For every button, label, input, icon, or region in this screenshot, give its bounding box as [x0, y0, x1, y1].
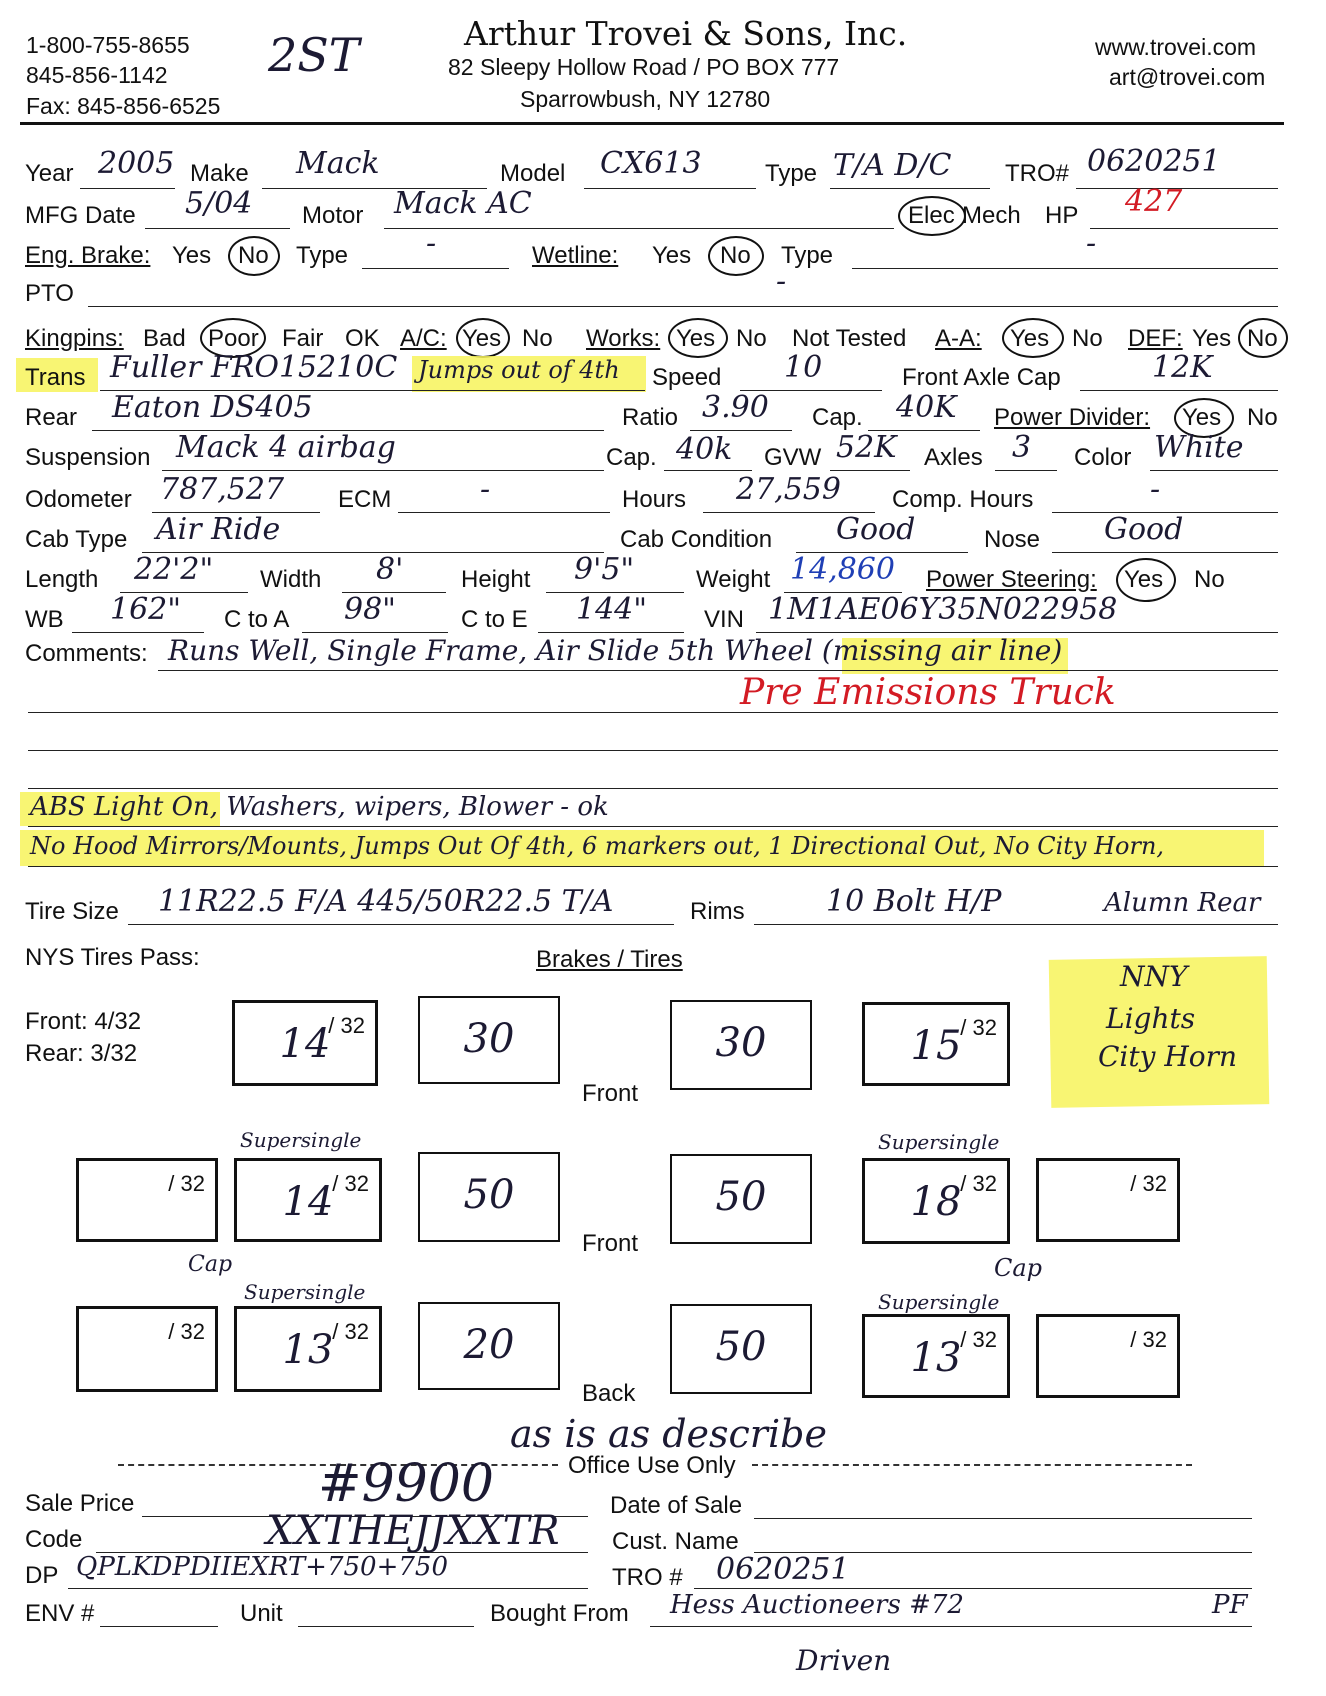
works-yes-circle [668, 318, 728, 358]
nys-tires-label: NYS Tires Pass: [25, 944, 200, 971]
trans-label: Trans [25, 364, 86, 391]
elec-circle [898, 196, 966, 236]
office-use-label: Office Use Only [568, 1452, 736, 1479]
tire-mid-left-inner-value: 14 [282, 1179, 334, 1225]
tire-box-mid-right-inner: / 32 18 [862, 1158, 1010, 1244]
color-line [1150, 470, 1278, 471]
rear-cap-value: 40K [896, 390, 957, 425]
ratio-line [690, 430, 792, 431]
mfg-date-value: 5/04 [185, 186, 253, 221]
rear-value: Eaton DS405 [112, 390, 313, 425]
front-axle-cap-value: 12K [1152, 350, 1213, 385]
comments-line-1 [158, 670, 1278, 671]
kingpins-bad: Bad [143, 325, 186, 352]
wetline-type-line [852, 268, 1278, 269]
code-value: XXTHEJJXXTR [266, 1508, 560, 1554]
trans-value: Fuller FRO15210C [110, 350, 398, 385]
rims-label: Rims [690, 898, 745, 925]
brake-box-front-left [418, 996, 560, 1084]
bought-from-line [650, 1626, 1252, 1627]
office-divider-right [752, 1464, 1192, 1466]
rims-note: Alumn Rear [1104, 888, 1261, 918]
def-no: No [1247, 325, 1278, 352]
date-of-sale-label: Date of Sale [610, 1492, 743, 1519]
power-steering-label: Power Steering: [926, 566, 1097, 593]
c-to-e-label: C to E [461, 606, 528, 633]
motor-line [384, 228, 894, 229]
hp-label: HP [1045, 202, 1079, 229]
address-line-1: 82 Sleepy Hollow Road / PO BOX 777 [448, 54, 840, 80]
susp-cap-line [664, 470, 752, 471]
tire-mid-right-inner-value: 18 [910, 1179, 962, 1225]
axles-line [995, 470, 1057, 471]
vin-label: VIN [704, 606, 745, 633]
nose-label: Nose [984, 526, 1041, 553]
sale-price-value: #9900 [318, 1454, 494, 1514]
phone-1: 1-800-755-8655 [26, 32, 190, 58]
header-rule [20, 122, 1284, 125]
trans-note: Jumps out of 4th [418, 356, 620, 384]
make-value: Mack [296, 146, 380, 181]
tire-box-mid-left-outer: / 32 [76, 1158, 218, 1242]
dp-label: DP [25, 1562, 59, 1589]
eng-brake-yes: Yes [172, 242, 212, 269]
supersingle-note-2: Supersingle [878, 1130, 1000, 1154]
comments-line-6 [28, 866, 1278, 867]
rims-line [754, 924, 1278, 925]
eng-brake-no: No [238, 242, 269, 269]
env-label: ENV # [25, 1600, 95, 1627]
comp-hours-label: Comp. Hours [892, 486, 1034, 513]
c-to-a-label: C to A [224, 606, 290, 633]
mech-label: Mech [962, 202, 1021, 229]
ratio-value: 3.90 [702, 390, 769, 425]
eng-brake-type-label: Type [296, 242, 349, 269]
ac-no: No [522, 325, 553, 352]
color-label: Color [1074, 444, 1132, 471]
works-label: Works: [586, 325, 661, 352]
def-yes: Yes [1192, 325, 1232, 352]
brake-box-mid-left [418, 1152, 560, 1242]
brakes-tires-label: Brakes / Tires [536, 946, 683, 973]
kingpins-fair: Fair [282, 325, 324, 352]
tire-size-label: Tire Size [25, 898, 119, 925]
length-label: Length [25, 566, 99, 593]
c-to-a-line [302, 632, 448, 633]
kingpins-ok: OK [345, 325, 380, 352]
gvw-line [830, 470, 910, 471]
gvw-label: GVW [764, 444, 822, 471]
motor-value: Mack AC [394, 186, 532, 221]
def-no-circle [1238, 318, 1288, 358]
cust-name-label: Cust. Name [612, 1528, 739, 1555]
pto-value: - [776, 264, 787, 299]
ecm-label: ECM [338, 486, 392, 513]
address-line-2: Sparrowbush, NY 12780 [520, 86, 771, 112]
odometer-value: 787,527 [160, 472, 285, 507]
hp-value: 427 [1125, 184, 1183, 219]
pto-label: PTO [25, 280, 74, 307]
rear-label: Rear [25, 404, 78, 431]
year-label: Year [25, 160, 74, 187]
model-label: Model [500, 160, 566, 187]
aa-yes-circle [1002, 318, 1064, 358]
suspension-label: Suspension [25, 444, 151, 471]
comments-value-4: No Hood Mirrors/Mounts, Jumps Out Of 4th, 6 markers out, 1 Directional Out, No City Horn, [30, 832, 1165, 860]
code-label: Code [25, 1526, 83, 1553]
sale-price-label: Sale Price [25, 1490, 135, 1517]
power-divider-label: Power Divider: [994, 404, 1151, 431]
tire-box-mid-left-inner: / 32 14 [234, 1158, 382, 1242]
tire-box-mid-right-outer: / 32 [1036, 1158, 1180, 1242]
cap-note-left: Cap [188, 1252, 233, 1277]
dp-line [68, 1588, 588, 1589]
weight-label: Weight [696, 566, 771, 593]
aa-no: No [1072, 325, 1103, 352]
motor-label: Motor [302, 202, 364, 229]
vin-value: 1M1AE06Y35N022958 [768, 592, 1118, 627]
eng-brake-type-value: - [426, 226, 437, 261]
type-line [830, 188, 990, 189]
hours-label: Hours [622, 486, 687, 513]
tire-back-left-inner-value: 13 [282, 1327, 334, 1373]
phone-2: 845-856-1142 [26, 62, 168, 88]
email: art@trovei.com [1109, 64, 1266, 90]
tro-label: TRO# [1005, 160, 1070, 187]
tire-box-back-left-outer: / 32 [76, 1306, 218, 1392]
brake-mid-left-value: 50 [463, 1172, 515, 1218]
brake-back-left-value: 20 [463, 1322, 515, 1368]
supersingle-note-3: Supersingle [244, 1280, 366, 1304]
bought-from-label: Bought From [490, 1600, 629, 1627]
cap-note-right: Cap [994, 1254, 1043, 1282]
front-axle-cap-line [1080, 390, 1278, 391]
c-to-e-value: 144" [576, 592, 648, 627]
brake-box-front-right [670, 1000, 812, 1090]
works-not-tested: Not Tested [792, 325, 907, 352]
cab-type-value: Air Ride [156, 512, 281, 547]
wetline-type-label: Type [781, 242, 834, 269]
works-yes: Yes [676, 325, 716, 352]
mfg-date-label: MFG Date [25, 202, 136, 229]
unit-line [298, 1626, 474, 1627]
sticky-line-2: Lights [1106, 1002, 1196, 1035]
front-label-2: Front [582, 1230, 639, 1257]
comp-hours-value: - [1150, 472, 1161, 507]
brake-box-back-left [418, 1302, 560, 1390]
vin-line [756, 632, 1278, 633]
hours-value: 27,559 [736, 472, 841, 507]
front-spec: Front: 4/32 [25, 1008, 142, 1035]
tire-box-back-left-inner: / 32 13 [234, 1306, 382, 1392]
wetline-no: No [720, 242, 751, 269]
comments-label: Comments: [25, 640, 148, 667]
front-axle-cap-label: Front Axle Cap [902, 364, 1061, 391]
c-to-e-line [538, 632, 684, 633]
ac-yes: Yes [462, 325, 502, 352]
rear-cap-label: Cap. [812, 404, 863, 431]
power-steering-yes-circle [1116, 558, 1176, 602]
brake-back-right-value: 50 [715, 1324, 767, 1370]
color-value: White [1154, 430, 1244, 465]
brake-box-back-right [670, 1304, 812, 1394]
company-name: Arthur Trovei & Sons, Inc. [464, 14, 908, 53]
odometer-label: Odometer [25, 486, 132, 513]
type-label: Type [765, 160, 818, 187]
mfg-date-line [145, 228, 290, 229]
power-steering-no: No [1194, 566, 1225, 593]
def-label: DEF: [1128, 325, 1183, 352]
wetline-type-value: - [1086, 226, 1097, 261]
comments-line-3 [28, 750, 1278, 751]
tire-box-back-right-inner: / 32 13 [862, 1314, 1010, 1398]
height-label: Height [461, 566, 531, 593]
supersingle-note-1: Supersingle [240, 1128, 362, 1152]
handwritten-note: 2ST [268, 28, 360, 82]
pto-line [88, 306, 1278, 307]
power-steering-yes: Yes [1124, 566, 1164, 593]
website: www.trovei.com [1095, 34, 1257, 60]
comments-line-4 [28, 788, 1278, 789]
width-value: 8' [376, 552, 404, 587]
tire-front-right-value: 15 [910, 1023, 962, 1069]
tire-front-left-value: 14 [279, 1021, 331, 1067]
tro2-line [694, 1588, 1252, 1589]
dp-value: QPLKDPDIIEXRT+750+750 [76, 1552, 448, 1582]
ac-label: A/C: [400, 325, 447, 352]
nose-value: Good [1104, 512, 1184, 547]
length-value: 22'2" [134, 552, 214, 587]
brake-mid-right-value: 50 [715, 1174, 767, 1220]
power-divider-yes: Yes [1182, 404, 1222, 431]
works-no: No [736, 325, 767, 352]
speed-value: 10 [784, 350, 823, 385]
year-line [80, 188, 175, 189]
kingpins-label: Kingpins: [25, 325, 124, 352]
sticky-line-1: NNY [1120, 960, 1188, 993]
env-line [100, 1626, 218, 1627]
axles-label: Axles [924, 444, 983, 471]
suspension-line [162, 470, 604, 471]
nose-line [1052, 552, 1278, 553]
year-value: 2005 [98, 146, 175, 181]
wetline-yes: Yes [652, 242, 692, 269]
type-value: T/A D/C [833, 148, 952, 183]
bought-from-value: Hess Auctioneers #72 [670, 1590, 964, 1620]
eng-brake-no-circle [228, 236, 280, 276]
ac-yes-circle [456, 318, 510, 358]
comments-value-1: Runs Well, Single Frame, Air Slide 5th Wheel (missing air line) [168, 634, 1063, 667]
kingpins-poor: Poor [208, 325, 259, 352]
rims-value: 10 Bolt H/P [826, 884, 1002, 919]
c-to-a-value: 98" [344, 592, 396, 627]
cab-condition-value: Good [836, 512, 916, 547]
comments-line-5 [28, 826, 1278, 827]
pf-note: PF [1212, 1590, 1248, 1620]
tire-box-back-right-outer: / 32 [1036, 1314, 1180, 1398]
axles-value: 3 [1012, 430, 1032, 465]
supersingle-note-4: Supersingle [878, 1290, 1000, 1314]
aa-yes: Yes [1010, 325, 1050, 352]
tro2-label: TRO # [612, 1564, 683, 1591]
tire-back-right-inner-value: 13 [910, 1335, 962, 1381]
tire-box-front-left: / 32 14 [232, 1000, 378, 1086]
elec-label: Elec [908, 202, 955, 229]
eng-brake-label: Eng. Brake: [25, 242, 151, 269]
model-value: CX613 [600, 146, 702, 181]
sticky-line-3: City Horn [1098, 1040, 1238, 1073]
comments-value-2: Pre Emissions Truck [740, 672, 1116, 713]
brake-front-left-value: 30 [463, 1016, 515, 1062]
wb-line [72, 632, 204, 633]
ratio-label: Ratio [622, 404, 679, 431]
cab-type-label: Cab Type [25, 526, 128, 553]
front-label-1: Front [582, 1080, 639, 1107]
date-of-sale-line [754, 1518, 1252, 1519]
wetline-no-circle [708, 236, 764, 276]
susp-cap-label: Cap. [606, 444, 657, 471]
power-divider-no: No [1247, 404, 1278, 431]
height-value: 9'5" [574, 552, 635, 587]
suspension-value: Mack 4 airbag [176, 430, 396, 465]
width-label: Width [260, 566, 322, 593]
gvw-value: 52K [836, 430, 897, 465]
comments-value-3: ABS Light On, Washers, wipers, Blower - ok [30, 792, 609, 822]
driven-note: Driven [796, 1644, 892, 1677]
hp-line [1090, 228, 1278, 229]
tro-value: 0620251 [1087, 144, 1221, 179]
wetline-label: Wetline: [532, 242, 619, 269]
brake-box-mid-right [670, 1154, 812, 1244]
speed-label: Speed [652, 364, 722, 391]
ecm-line [398, 512, 610, 513]
eng-brake-type-line [362, 268, 509, 269]
aa-label: A-A: [935, 325, 982, 352]
tro2-value: 0620251 [716, 1552, 850, 1587]
unit-label: Unit [240, 1600, 283, 1627]
back-label: Back [582, 1380, 636, 1407]
rear-spec: Rear: 3/32 [25, 1040, 138, 1067]
wb-value: 162" [110, 592, 182, 627]
as-is-note: as is as describe [510, 1412, 827, 1456]
cab-condition-label: Cab Condition [620, 526, 773, 553]
model-line [584, 188, 756, 189]
weight-value: 14,860 [790, 552, 895, 587]
susp-cap-value: 40k [676, 432, 733, 467]
tire-box-front-right: / 32 15 [862, 1002, 1010, 1086]
brake-front-right-value: 30 [715, 1020, 767, 1066]
tire-size-line [128, 924, 674, 925]
fax: Fax: 845-856-6525 [26, 93, 221, 119]
ecm-value: - [480, 472, 491, 507]
make-label: Make [190, 160, 249, 187]
wb-label: WB [25, 606, 64, 633]
tire-size-value: 11R22.5 F/A 445/50R22.5 T/A [158, 884, 614, 919]
